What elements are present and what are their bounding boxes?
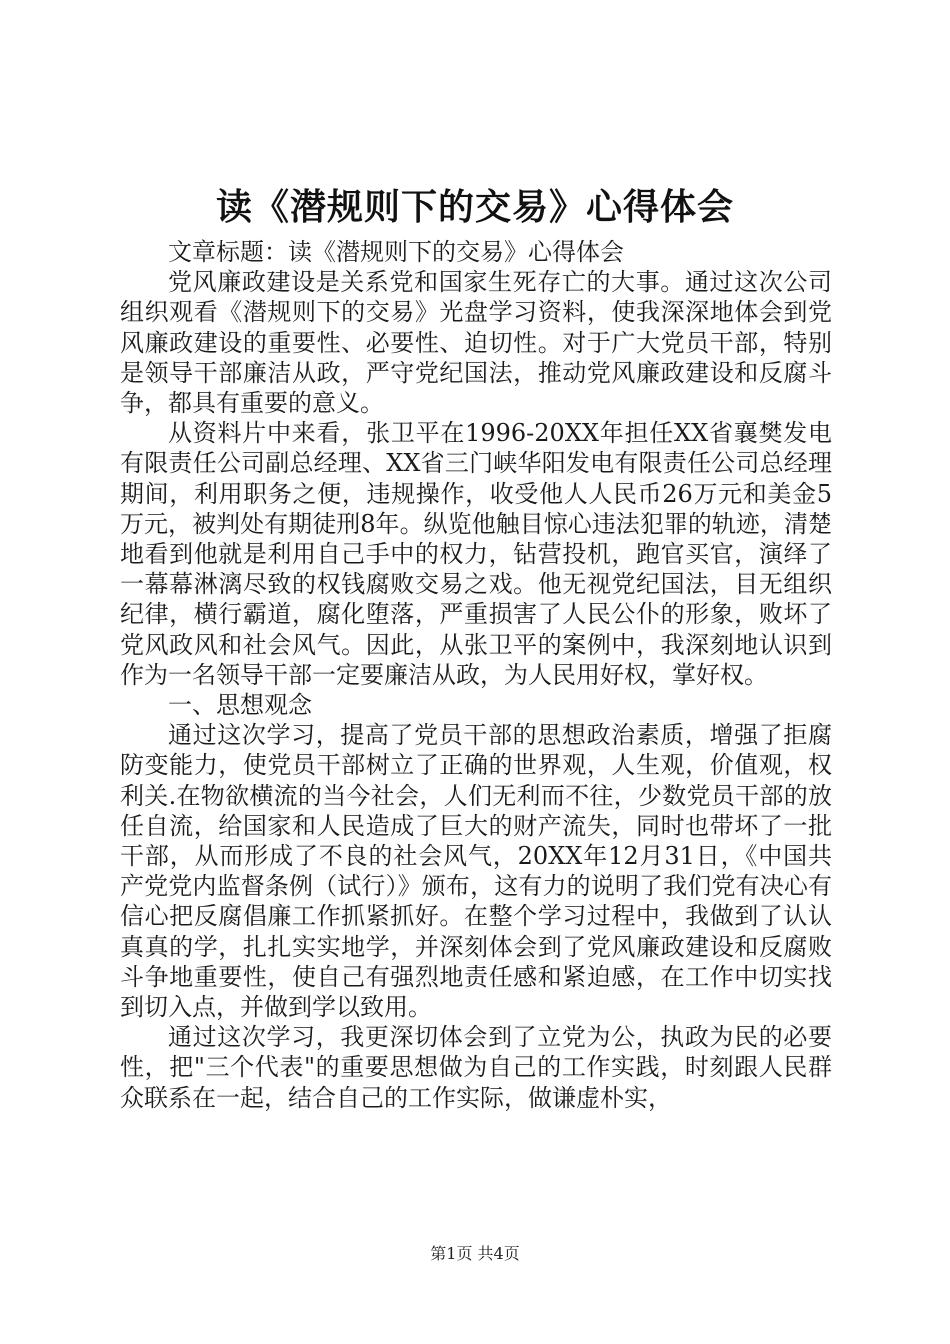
paragraph-study-1: 通过这次学习，提高了党员干部的思想政治素质，增强了拒腐防变能力，使党员干部树立了正确的世界观，人生观，价值观，权利关.在物欲横流的当今社会，人们无利而不往，少数党员干部的放任自流，给国家和人民造成了巨大的财产流失，同时也带坏了一批干部，从而形成了不良的社会风气，20XX年12月31日，《中国共产党党内监督条例（试行）》颁布，这有力的说明了我们党有决心有信心把反腐倡廉工作抓紧抓好。在整个学习过程中，我做到了认认真真的学，扎扎实实地学，并深刻体会到了党风廉政建设和反腐败斗争地重要性，使自己有强烈地责任感和紧迫感，在工作中切实找到切入点，并做到学以致用。	[120, 721, 832, 1022]
paragraph-case: 从资料片中来看，张卫平在1996-20XX年担任XX省襄樊发电有限责任公司副总经理、XX省三门峡华阳发电有限责任公司总经理期间，利用职务之便，违规操作，收受他人人民币26万元和美金5万元，被判处有期徒刑8年。纵览他触目惊心违法犯罪的轨迹，清楚地看到他就是利用自己手中的权力，钻营投机，跑官买官，演绎了一幕幕淋漓尽致的权钱腐败交易之戏。他无视党纪国法，目无组织纪律，横行霸道，腐化堕落，严重损害了人民公仆的形象，败坏了党风政风和社会风气。因此，从张卫平的案例中，我深刻地认识到作为一名领导干部一定要廉洁从政，为人民用好权，掌好权。	[120, 419, 832, 689]
page-footer: 第1页 共4页	[430, 1244, 520, 1263]
paragraph-intro: 党风廉政建设是关系党和国家生死存亡的大事。通过这次公司组织观看《潜规则下的交易》光盘学习资料，使我深深地体会到党风廉政建设的重要性、必要性、迫切性。对于广大党员干部，特别是领导干部廉洁从政，严守党纪国法，推动党风廉政建设和反腐斗争，都具有重要的意义。	[120, 268, 832, 418]
document-body	[120, 237, 832, 1113]
document-title: 读《潜规则下的交易》心得体会	[215, 186, 734, 228]
paragraph-article-title: 文章标题：读《潜规则下的交易》心得体会	[168, 238, 624, 266]
section-heading-thinking: 一、思想观念	[168, 691, 312, 720]
paragraph-study-2: 通过这次学习，我更深切体会到了立党为公，执政为民的必要性，把"三个代表"的重要思想做为自己的工作实践，时刻跟人民群众联系在一起，结合自己的工作实际，做谦虚朴实，	[120, 1023, 832, 1112]
